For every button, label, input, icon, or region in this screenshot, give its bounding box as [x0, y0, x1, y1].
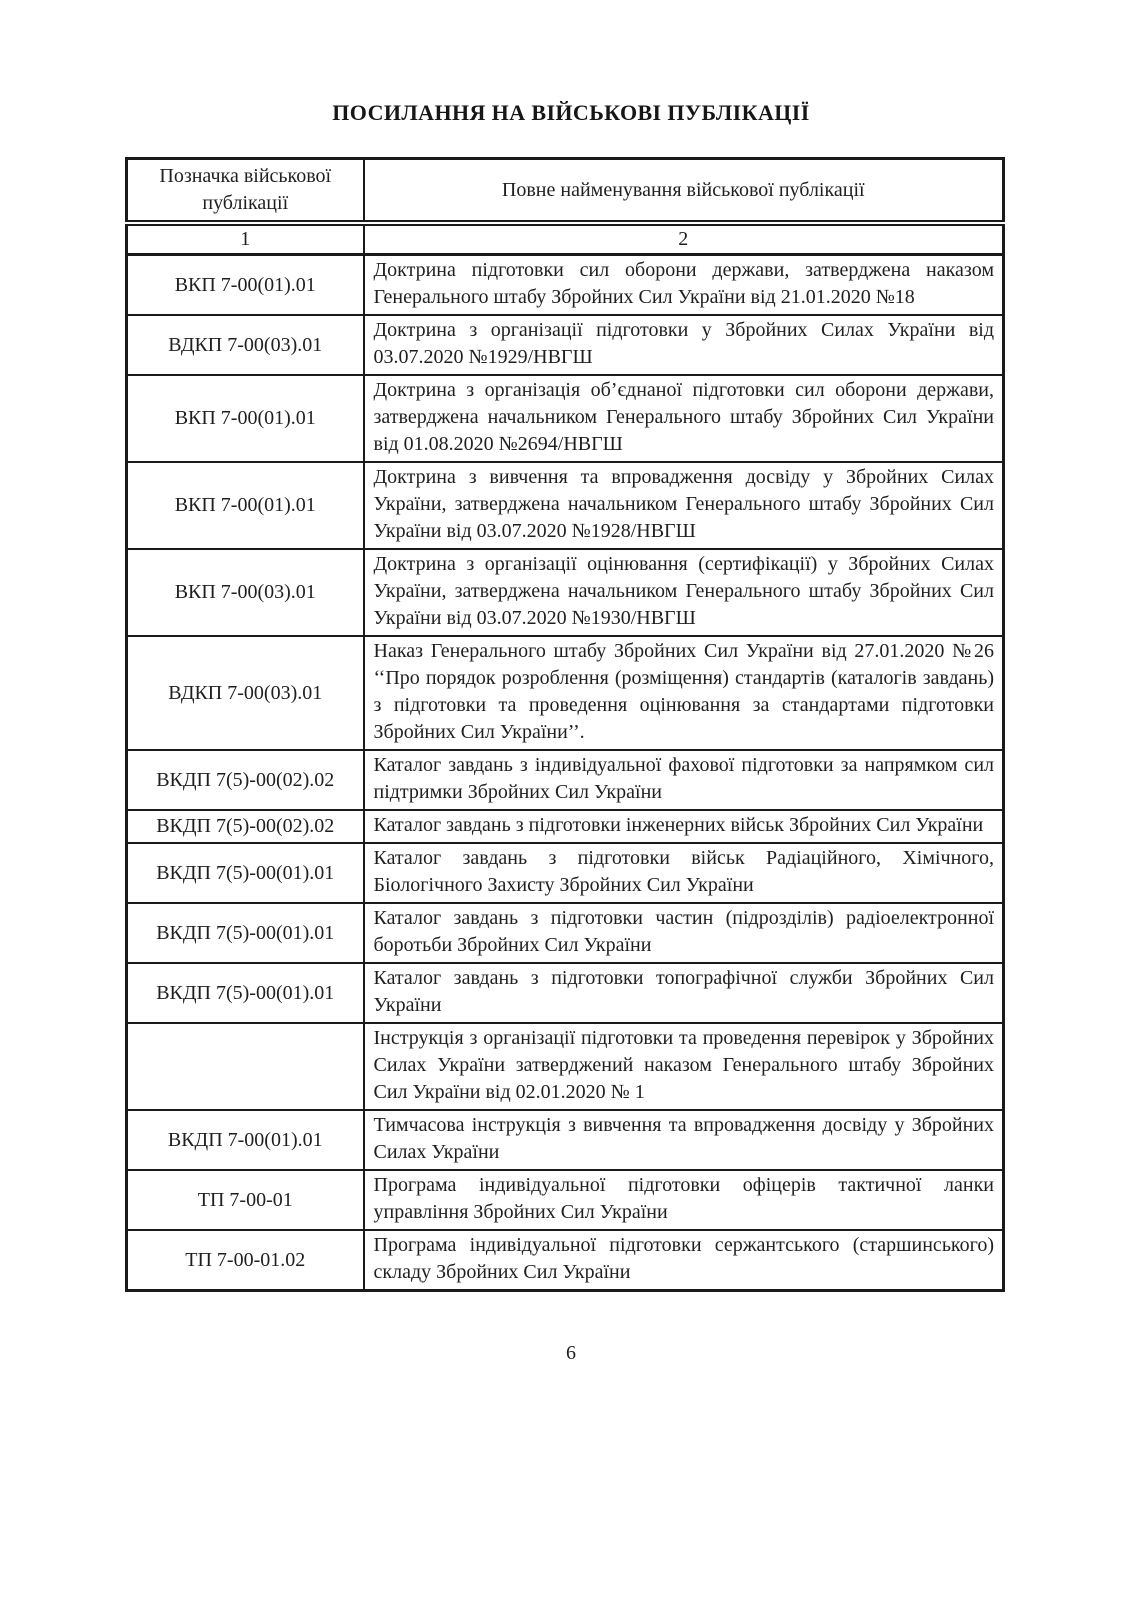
publication-title-cell: Доктрина підготовки сил оборони держави, затверджена наказом Генерального штабу Збройних Сил України від 21.01.2020 №18	[364, 255, 1004, 316]
table-row	[127, 810, 1004, 843]
table-row	[127, 1230, 1004, 1291]
publication-title-cell: Тимчасова інструкція з вивчення та впровадження досвіду у Збройних Силах України	[364, 1110, 1004, 1170]
publication-code-cell: ТП 7-00-01	[127, 1170, 364, 1230]
publication-code-cell: ВКП 7-00(03).01	[127, 549, 364, 636]
publication-title-cell: Програма індивідуальної підготовки офіцерів тактичної ланки управління Збройних Сил України	[364, 1170, 1004, 1230]
publication-code-cell: ВКП 7-00(01).01	[127, 375, 364, 462]
table-row	[127, 1170, 1004, 1230]
publication-code-cell: ВКДП 7(5)-00(02).02	[127, 810, 364, 843]
table-row	[127, 750, 1004, 810]
publication-title-cell: Каталог завдань з підготовки частин (підрозділів) радіоелектронної боротьби Збройних Сил України	[364, 903, 1004, 963]
publication-code-cell: ВДКП 7-00(03).01	[127, 636, 364, 750]
page-number: 6	[566, 1342, 576, 1364]
publication-code-cell: ВКДП 7(5)-00(01).01	[127, 903, 364, 963]
table-row	[127, 1110, 1004, 1170]
publication-title-cell: Доктрина з організації оцінювання (сертифікації) у Збройних Силах України, затверджена начальником Генерального штабу Збройних Сил України від 03.07.2020 №1930/НВГШ	[364, 549, 1004, 636]
publication-title-cell: Доктрина з організації підготовки у Збройних Силах України від 03.07.2020 №1929/НВГШ	[364, 315, 1004, 375]
column-header-full-name: Повне найменування військової публікації	[364, 159, 1004, 224]
table-row	[127, 315, 1004, 375]
publication-code-cell: ВКДП 7-00(01).01	[127, 1110, 364, 1170]
publication-title-cell: Програма індивідуальної підготовки сержантського (старшинського) складу Збройних Сил України	[364, 1230, 1004, 1291]
publication-code-cell: ТП 7-00-01.02	[127, 1230, 364, 1291]
table-row	[127, 843, 1004, 903]
table-row	[127, 963, 1004, 1023]
table-row	[127, 375, 1004, 462]
page-title: ПОСИЛАННЯ НА ВІЙСЬКОВІ ПУБЛІКАЦІЇ	[332, 100, 810, 125]
table-row	[127, 903, 1004, 963]
table-body	[127, 255, 1004, 1291]
table-header-row	[127, 159, 1004, 224]
publication-title-cell: Каталог завдань з підготовки інженерних військ Збройних Сил України	[364, 810, 1004, 843]
publication-code-cell: ВКДП 7(5)-00(02).02	[127, 750, 364, 810]
column-number-1: 1	[127, 223, 364, 255]
table-row	[127, 1023, 1004, 1110]
publication-title-cell: Каталог завдань з підготовки топографічної служби Збройних Сил України	[364, 963, 1004, 1023]
publication-title-cell: Наказ Генерального штабу Збройних Сил України від 27.01.2020 №26 ‘‘Про порядок розроблення (розміщення) стандартів (каталогів завдань) з підготовки та проведення оцінювання за стандартами підготовки Збройних Сил України’’.	[364, 636, 1004, 750]
publication-code-cell	[127, 1023, 364, 1110]
table-row	[127, 462, 1004, 549]
publication-code-cell: ВКДП 7(5)-00(01).01	[127, 963, 364, 1023]
column-number-row	[127, 223, 1004, 255]
publication-title-cell: Інструкція з організації підготовки та проведення перевірок у Збройних Силах України затверджений наказом Генерального штабу Збройних Сил України від 02.01.2020 № 1	[364, 1023, 1004, 1110]
table-row	[127, 636, 1004, 750]
column-number-2: 2	[364, 223, 1004, 255]
publication-title-cell: Доктрина з вивчення та впровадження досвіду у Збройних Силах України, затверджена начальником Генерального штабу Збройних Сил України від 03.07.2020 №1928/НВГШ	[364, 462, 1004, 549]
table-row	[127, 549, 1004, 636]
publications-table	[125, 157, 1005, 1292]
publication-title-cell: Доктрина з організація об’єднаної підготовки сил оборони держави, затверджена начальником Генерального штабу Збройних Сил України від 01.08.2020 №2694/НВГШ	[364, 375, 1004, 462]
publication-code-cell: ВДКП 7-00(03).01	[127, 315, 364, 375]
column-header-designation: Позначка військової публікації	[127, 159, 364, 224]
publication-code-cell: ВКДП 7(5)-00(01).01	[127, 843, 364, 903]
publication-title-cell: Каталог завдань з індивідуальної фахової підготовки за напрямком сил підтримки Збройних Сил України	[364, 750, 1004, 810]
publication-code-cell: ВКП 7-00(01).01	[127, 255, 364, 316]
table-row	[127, 255, 1004, 316]
publication-code-cell: ВКП 7-00(01).01	[127, 462, 364, 549]
publication-title-cell: Каталог завдань з підготовки військ Радіаційного, Хімічного, Біологічного Захисту Збройних Сил України	[364, 843, 1004, 903]
